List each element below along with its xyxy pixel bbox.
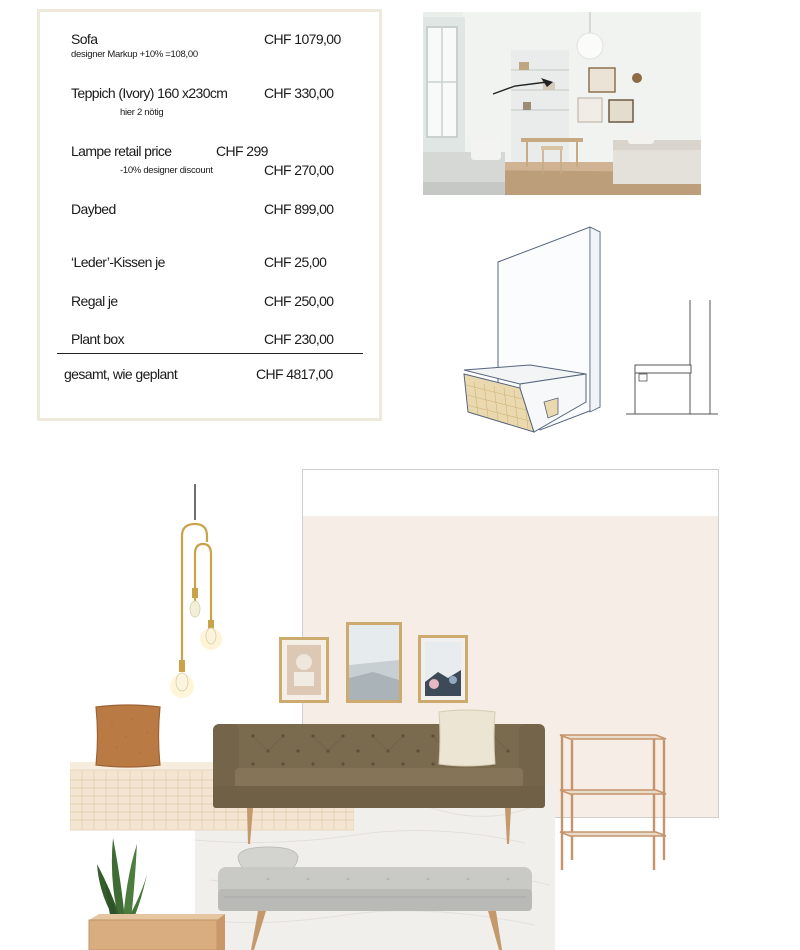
item-price-daybed: CHF 899,00 [264,201,334,217]
niche-sketch [460,222,722,444]
item-name-shelf: Regal je [71,293,118,309]
item-retail-price-lamp: CHF 299 [216,143,268,159]
copper-shelf [558,732,668,872]
item-note-sofa: designer Markup +10% =108,00 [71,49,198,60]
total-divider [57,353,363,354]
gallery-frames [278,620,470,704]
price-list-card [37,9,382,421]
item-price-plant-box: CHF 230,00 [264,331,334,347]
total-label: gesamt, wie geplant [64,366,178,382]
chesterfield-sofa [213,706,545,846]
item-name-plant-box: Plant box [71,331,124,347]
item-price-sofa: CHF 1079,00 [264,31,341,47]
item-price-cushion: CHF 25,00 [264,254,327,270]
item-note-rug: hier 2 nötig [120,107,164,118]
item-name-cushion: ‘Leder’-Kissen je [71,254,165,270]
brass-pendant-lamp [165,484,229,700]
item-note-lamp: -10% designer discount [120,165,213,176]
total-price: CHF 4817,00 [256,366,333,382]
item-price-rug: CHF 330,00 [264,85,334,101]
room-photo [423,12,701,195]
leather-cushion [92,703,164,769]
item-price-shelf: CHF 250,00 [264,293,334,309]
grey-daybed [218,845,536,950]
item-name-daybed: Daybed [71,201,116,217]
plant-box [85,830,225,950]
item-name-lamp: Lampe retail price [71,143,172,159]
item-name-rug: Teppich (Ivory) 160 x230cm [71,85,228,101]
item-price-lamp: CHF 270,00 [264,162,334,178]
item-name-sofa: Sofa [71,31,98,47]
